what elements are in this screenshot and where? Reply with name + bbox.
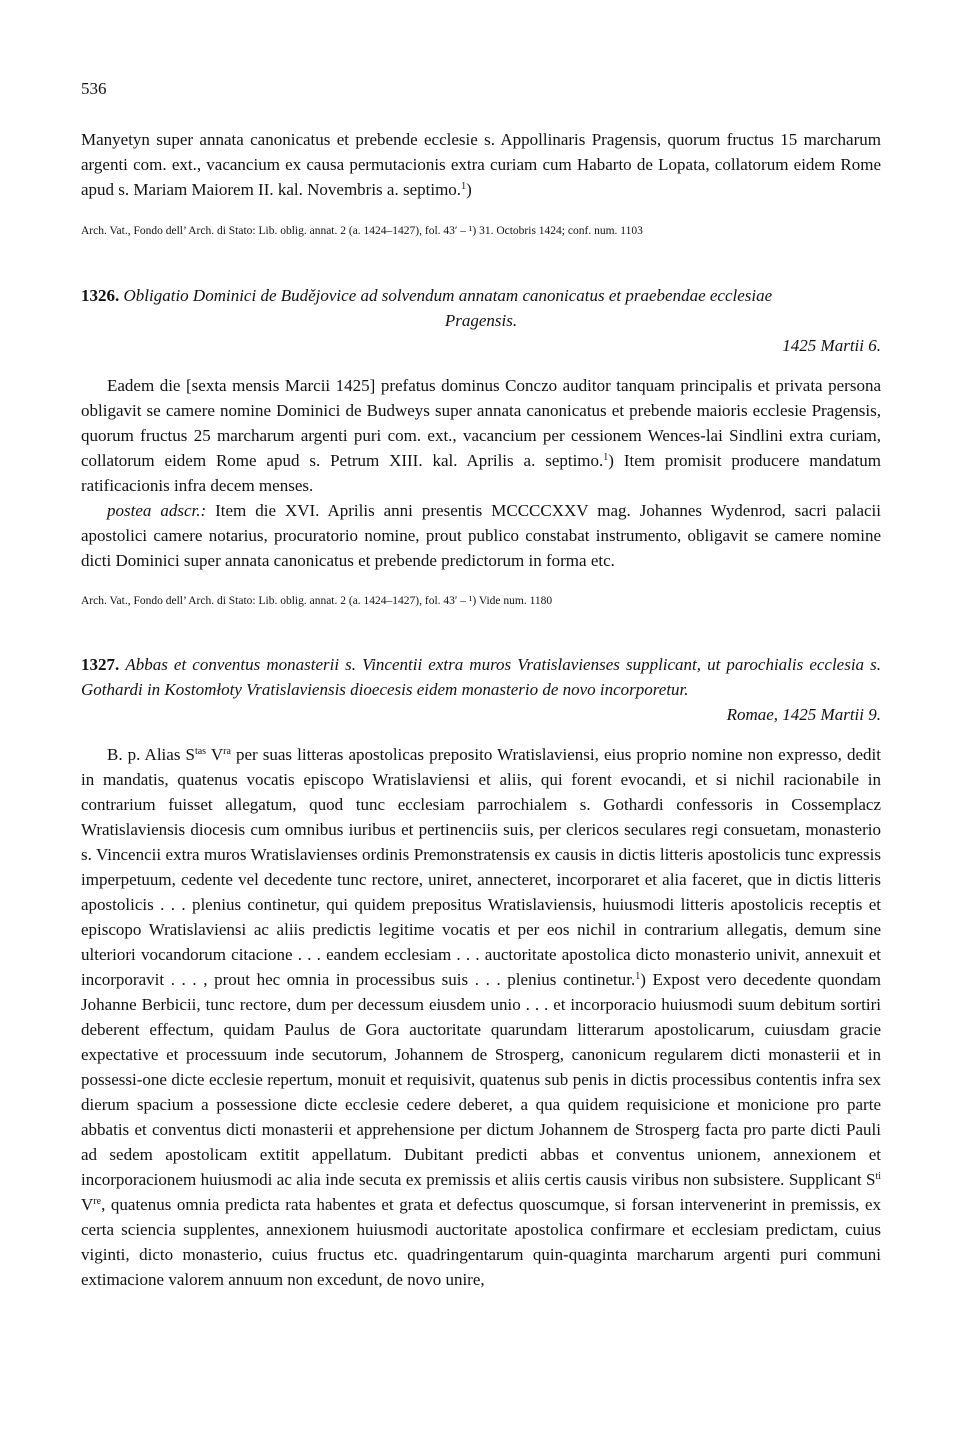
postea-text: Item die XVI. Aprilis anni presentis MCCCCXXV mag. Johannes Wydenrod, sacri palacii apostolici camere notarius, procuratorio nomine, prout publico constabat instrumento, obligavit se camere nomine dicti Dominici super annata canonicatus et prebende predictorum in forma etc. (81, 501, 881, 570)
entry-title: Abbas et conventus monasterii s. Vincentii extra muros Vratislavienses supplicant, ut parochialis ecclesia s. Gothardi in Kostomłoty Vratislaviensis dioecesis eidem monasterio de novo incorporetur. (81, 655, 882, 699)
footnote-close: ) (466, 180, 472, 199)
entry-1327-body: B. p. Alias $S^{tas}$ $V^{ra}$ per suas litteras apostolicas preposito Wratislaviensi, eius proprio nomine non expresso, dedit in mandatis, quatenus vocatis episcopo Wratislaviensi et aliis, qui forent evocandi, et si nichil racionabile in contrarium fuisset allegatum, quod tunc ecclesiam parrochialem s. Gothardi confessoris in Cossemplacz Wratislaviensis diocesis cum omnibus iuribus et pertinenciis suis, per clericos seculares regi consuetam, monasterio s. Vincencii extra muros Wratislavienses ordinis Premonstratensis ex causis in dictis litteris apostolicis tunc expressis imperpetuum, cedente vel decedente tunc rectore, uniret, annecteret, incorporaret et alia faceret, que in dictis litteris apostolicis . . . plenius continetur, qui quidem prepositus Wratislaviensis, huiusmodi litteris apostolicis receptis et episcopo Wratislaviensi ac aliis predictis legitime vocatis et per eos nichil in contrarium allegatis, demum sine ulteriori vocandorum citacione . . . eandem ecclesiam . . . auctoritate apostolica dicto monasterio univit, annexuit et incorporavit . . . , prout hec omnia in processibus suis . . . plenius continetur.$^1$) Expost vero decedente quondam Johanne Berbicii, tunc rectore, dum per decessum eiusdem unio . . . et incorporacio huiusmodi suum debitum sortiri deberent effectum, quidam Paulus de Gora auctoritate quarundam litterarum apostolicarum, cuiusdam gracie expectative et processuum inde secutorum, Johannem de Strosperg, canonicum regularem dicti monasterii et in possessi-one dicte ecclesie repertum, monuit et requisivit, quatenus sub penis in dictis processibus contentis infra sex dierum spacium a possessione dicte ecclesie cedere deberet, a qua quidem requisicione et monicione pro parte abbatis et conventus dicti monasterii et apprehensione per dictum Johannem de Strosperg facta pro parte dicti Pauli ad sedem apostolicam extitit appellatum. Dubitant predicti abbas et conventus unionem, annexionem et incorporacionem huiusmodi ac alia inde secuta ex premissis et aliis certis causis viribus non subsistere. Supplicant $S^{ti}$ Vre, quatenus omnia predicta rata habentes et grata et defectus quoscumque, si forsan intervenerint in premissis, ex certa sciencia supplentes, annexionem huiusmodi auctoritate apostolica confirmare et ecclesiam predictam, cuius viginti, dicto monasterio, cuius fructus etc. quadringentarum quin-quaginta marcharum argenti puri communi extimacione valorem annuum non excedunt, de novo unire, (81, 745, 882, 1289)
entry-1327 (81, 652, 881, 727)
entry-number: 1327. (81, 655, 120, 674)
entry-heading (81, 283, 881, 308)
entry-title: Obligatio Dominici de Budějovice ad solvendum annatam canonicatus et praebendae ecclesiae (123, 286, 773, 305)
entry-number: 1326. (81, 286, 120, 305)
footnote-marker: 1 (461, 181, 467, 192)
entry-date: 1425 Martii 6. (782, 336, 881, 355)
postea-label: postea adscr.: (107, 501, 207, 520)
footnote-marker: 1 (635, 971, 641, 982)
top-paragraph (81, 127, 881, 202)
archive-note: Arch. Vat., Fondo dell’ Arch. di Stato: Lib. oblig. annat. 2 (a. 1424–1427), fol. 43′ – ¹) 31. Octobris 1424; conf. num. 1103 (81, 225, 643, 237)
archive-note: Arch. Vat., Fondo dell’ Arch. di Stato: Lib. oblig. annat. 2 (a. 1424–1427), fol. 43′ – ¹) Vide num. 1180 (81, 595, 553, 607)
entry-date: Romae, 1425 Martii 9. (726, 705, 881, 724)
entry-1326 (81, 283, 881, 358)
entry-1326-body: Eadem die [sexta mensis Marcii 1425] prefatus dominus Conczo auditor tanquam principalis et privata persona obligavit se camere nomine Dominici de Budweys super annata canonicatus et prebende maioris ecclesie Pragensis, quorum fructus 25 marcharum argenti puri com. ext., vacancium per cessionem Wences-lai Sindlini extra curiam, collatorum eidem Rome apud s. Petrum XIII. kal. Aprilis a. septimo.$^1$) Item promisit producere mandatum ratificacionis infra decem menses. postea adscr.: Item die XVI. Aprilis anni presentis MCCCCXXV mag. Johannes Wydenrod, sacri palacii apostolici camere notarius, procuratorio nomine, prout publico constabat instrumento, obligavit se camere nomine dicti Dominici super annata canonicatus et prebende predictorum in forma etc. (81, 376, 881, 570)
footnote-marker: 1 (603, 452, 609, 463)
top-paragraph-text: Manyetyn super annata canonicatus et prebende ecclesie s. Appollinaris Pragensis, quorum fructus 15 marcharum argenti com. ext., vacancium ex causa permutacionis extra curiam cum Habarto de Lopata, collatorum eidem Rome apud s. Mariam Maiorem II. kal. Novembris a. septimo. (81, 130, 881, 199)
page-number: 536 (81, 79, 107, 98)
entry-heading (81, 652, 881, 702)
entry-title-continuation: Pragensis. (444, 311, 518, 330)
